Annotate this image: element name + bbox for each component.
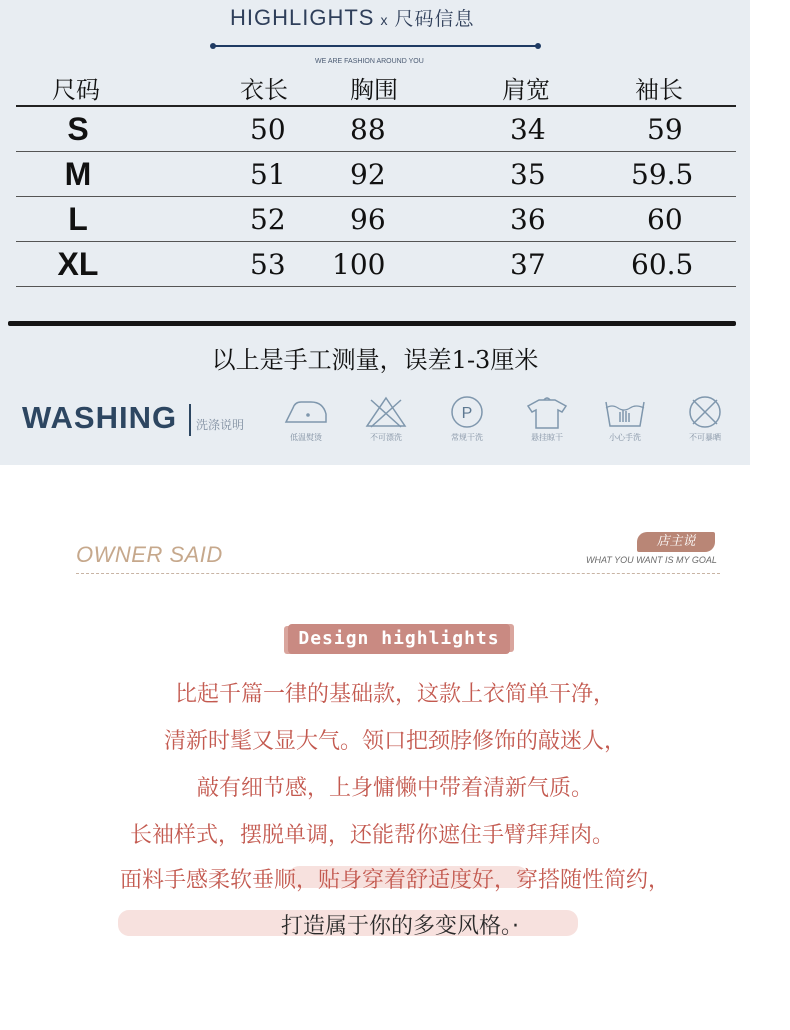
description-line: 长袖样式，摆脱单调，还能帮你遮住手臂拜拜肉。 bbox=[129, 823, 614, 848]
header-chest: 胸围 bbox=[310, 70, 450, 106]
size-table bbox=[16, 70, 736, 287]
title-underline bbox=[213, 45, 538, 47]
wash-item bbox=[271, 394, 341, 443]
length-cell: 53 bbox=[140, 242, 310, 287]
chest-cell: 96 bbox=[310, 197, 450, 242]
wash-item bbox=[670, 394, 740, 443]
size-chart-panel bbox=[0, 0, 750, 465]
highlights-subtitle: WE ARE FASHION AROUND YOU bbox=[315, 58, 424, 65]
wash-label: 低温熨烫 bbox=[290, 433, 322, 442]
no-tumble-dry-icon bbox=[680, 394, 730, 430]
highlights-title-cn: 尺码信息 bbox=[394, 8, 475, 30]
no-wash-icon bbox=[361, 394, 411, 430]
length-cell: 51 bbox=[140, 152, 310, 197]
shoulder-cell: 37 bbox=[450, 242, 615, 287]
description-line: 比起千篇一律的基础款，这款上衣简单干净， bbox=[174, 682, 615, 707]
table-row bbox=[16, 197, 736, 242]
washing-divider bbox=[189, 404, 191, 436]
header-length: 衣长 bbox=[140, 70, 310, 106]
wash-item bbox=[351, 394, 421, 443]
shoulder-cell: 36 bbox=[450, 197, 615, 242]
description-line: 打造属于你的多变风格。· bbox=[281, 914, 519, 939]
sleeve-cell: 59 bbox=[615, 106, 736, 152]
wash-item bbox=[590, 394, 660, 443]
length-cell: 50 bbox=[140, 106, 310, 152]
wash-label: 小心手洗 bbox=[609, 433, 641, 442]
header-sleeve: 袖长 bbox=[615, 70, 736, 106]
hand-wash-icon bbox=[600, 394, 650, 430]
wash-label: 悬挂晾干 bbox=[531, 433, 563, 442]
table-bottom-rule bbox=[8, 321, 736, 326]
dry-clean-p-icon bbox=[442, 394, 492, 430]
svg-text:P: P bbox=[461, 405, 473, 422]
owner-divider bbox=[76, 573, 720, 574]
wash-label: 常规干洗 bbox=[451, 433, 483, 442]
description-line: 敲有细节感，上身慵懒中带着清新气质。 bbox=[196, 776, 593, 801]
highlights-title-en: HIGHLIGHTS bbox=[230, 5, 375, 30]
chest-cell: 100 bbox=[310, 242, 450, 287]
owner-tagline: WHAT YOU WANT IS MY GOAL bbox=[586, 555, 717, 565]
description-line: 清新时髦又显大气。领口把颈脖修饰的敲迷人， bbox=[163, 729, 626, 754]
sleeve-cell: 60.5 bbox=[615, 242, 736, 287]
highlights-x: x bbox=[380, 12, 389, 28]
washing-subtitle: 洗涤说明 bbox=[196, 418, 245, 432]
washing-title: WASHING bbox=[22, 400, 178, 435]
wash-item bbox=[512, 394, 582, 443]
table-row bbox=[16, 242, 736, 287]
design-highlights-badge: Design highlights bbox=[288, 624, 510, 654]
size-cell: M bbox=[16, 152, 140, 197]
size-cell: S bbox=[16, 106, 140, 152]
owner-said-title: OWNER SAID bbox=[76, 542, 223, 567]
size-cell: XL bbox=[16, 242, 140, 287]
wash-item bbox=[432, 394, 502, 443]
hang-dry-icon bbox=[522, 394, 572, 430]
header-size: 尺码 bbox=[16, 70, 140, 106]
length-cell: 52 bbox=[140, 197, 310, 242]
highlights-title bbox=[230, 4, 474, 31]
chest-cell: 88 bbox=[310, 106, 450, 152]
description-line: 面料手感柔软垂顺，贴身穿着舒适度好，穿搭随性简约， bbox=[119, 868, 670, 893]
size-cell: L bbox=[16, 197, 140, 242]
shoulder-cell: 34 bbox=[450, 106, 615, 152]
table-row bbox=[16, 152, 736, 197]
wash-label: 不可漂洗 bbox=[370, 433, 402, 442]
size-table-header bbox=[16, 70, 736, 106]
table-row bbox=[16, 106, 736, 152]
header-shoulder: 肩宽 bbox=[450, 70, 615, 106]
measure-note: 以上是手工测量，误差1-3厘米 bbox=[211, 346, 539, 374]
chest-cell: 92 bbox=[310, 152, 450, 197]
sleeve-cell: 59.5 bbox=[615, 152, 736, 197]
iron-low-icon bbox=[281, 394, 331, 430]
wash-label: 不可暴晒 bbox=[689, 433, 721, 442]
shoulder-cell: 35 bbox=[450, 152, 615, 197]
owner-badge: 店主说 bbox=[637, 532, 715, 552]
sleeve-cell: 60 bbox=[615, 197, 736, 242]
